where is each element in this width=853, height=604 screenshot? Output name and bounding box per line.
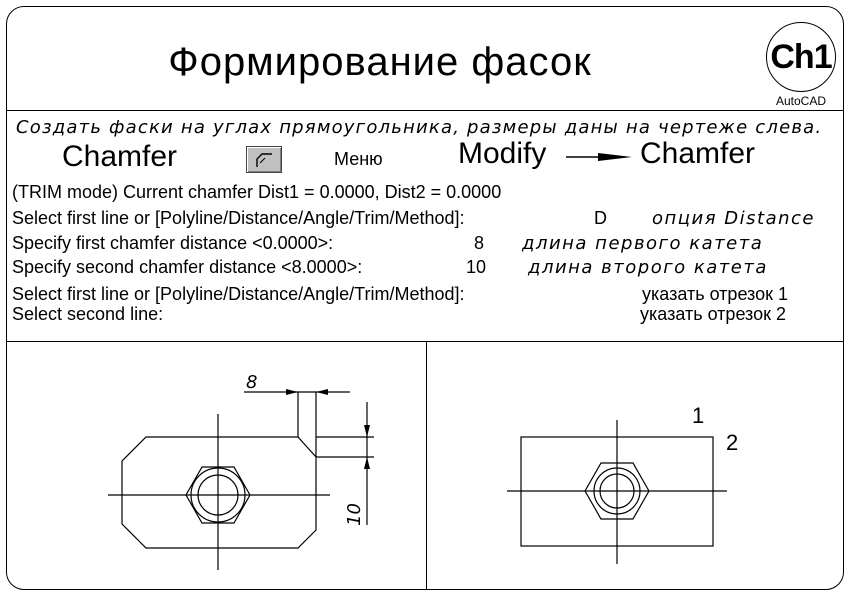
prompt-input: 10 xyxy=(466,257,487,277)
menu-modify[interactable]: Modify xyxy=(458,137,547,170)
prompt-text: Select first line or [Polyline/Distance/Angle/Trim/Method]: xyxy=(12,208,465,228)
prompt-note: длина первого катета xyxy=(522,233,764,254)
dimension-8: 8 xyxy=(246,372,258,393)
menu-label: Меню xyxy=(334,149,383,169)
prompt-note: указать отрезок 2 xyxy=(640,304,787,324)
prompt-note: длина второго катета xyxy=(528,257,768,278)
prompt-input: 8 xyxy=(474,233,485,253)
rectangle-plate-drawing xyxy=(507,420,727,564)
segment-1-label: 1 xyxy=(692,403,705,428)
menu-chamfer[interactable]: Chamfer xyxy=(640,137,756,170)
prompt-text: Select first line or [Polyline/Distance/Angle/Trim/Method]: xyxy=(12,284,465,304)
prompt-input: D xyxy=(594,208,607,228)
badge-caption: AutoCAD xyxy=(776,94,827,108)
segment-2-label: 2 xyxy=(726,430,739,455)
command-name: Chamfer xyxy=(62,140,178,173)
chapter-badge: Ch1 xyxy=(766,22,836,92)
dimension-10: 10 xyxy=(344,503,365,526)
prompt-text: (TRIM mode) Current chamfer Dist1 = 0.0000, Dist2 = 0.0000 xyxy=(12,182,502,202)
prompt-note: опция Distance xyxy=(652,208,815,229)
prompt-text: Specify second chamfer distance <8.0000>: xyxy=(12,257,363,277)
prompt-text: Specify first chamfer distance <0.0000>: xyxy=(12,233,334,253)
chamfered-plate-drawing xyxy=(108,392,374,570)
page-title: Формирование фасок xyxy=(168,40,592,84)
task-text: Создать фаски на углах прямоугольника, размеры даны на чертеже слева. xyxy=(16,117,823,138)
prompt-note: указать отрезок 1 xyxy=(642,284,789,304)
prompt-text: Select second line: xyxy=(12,304,164,324)
